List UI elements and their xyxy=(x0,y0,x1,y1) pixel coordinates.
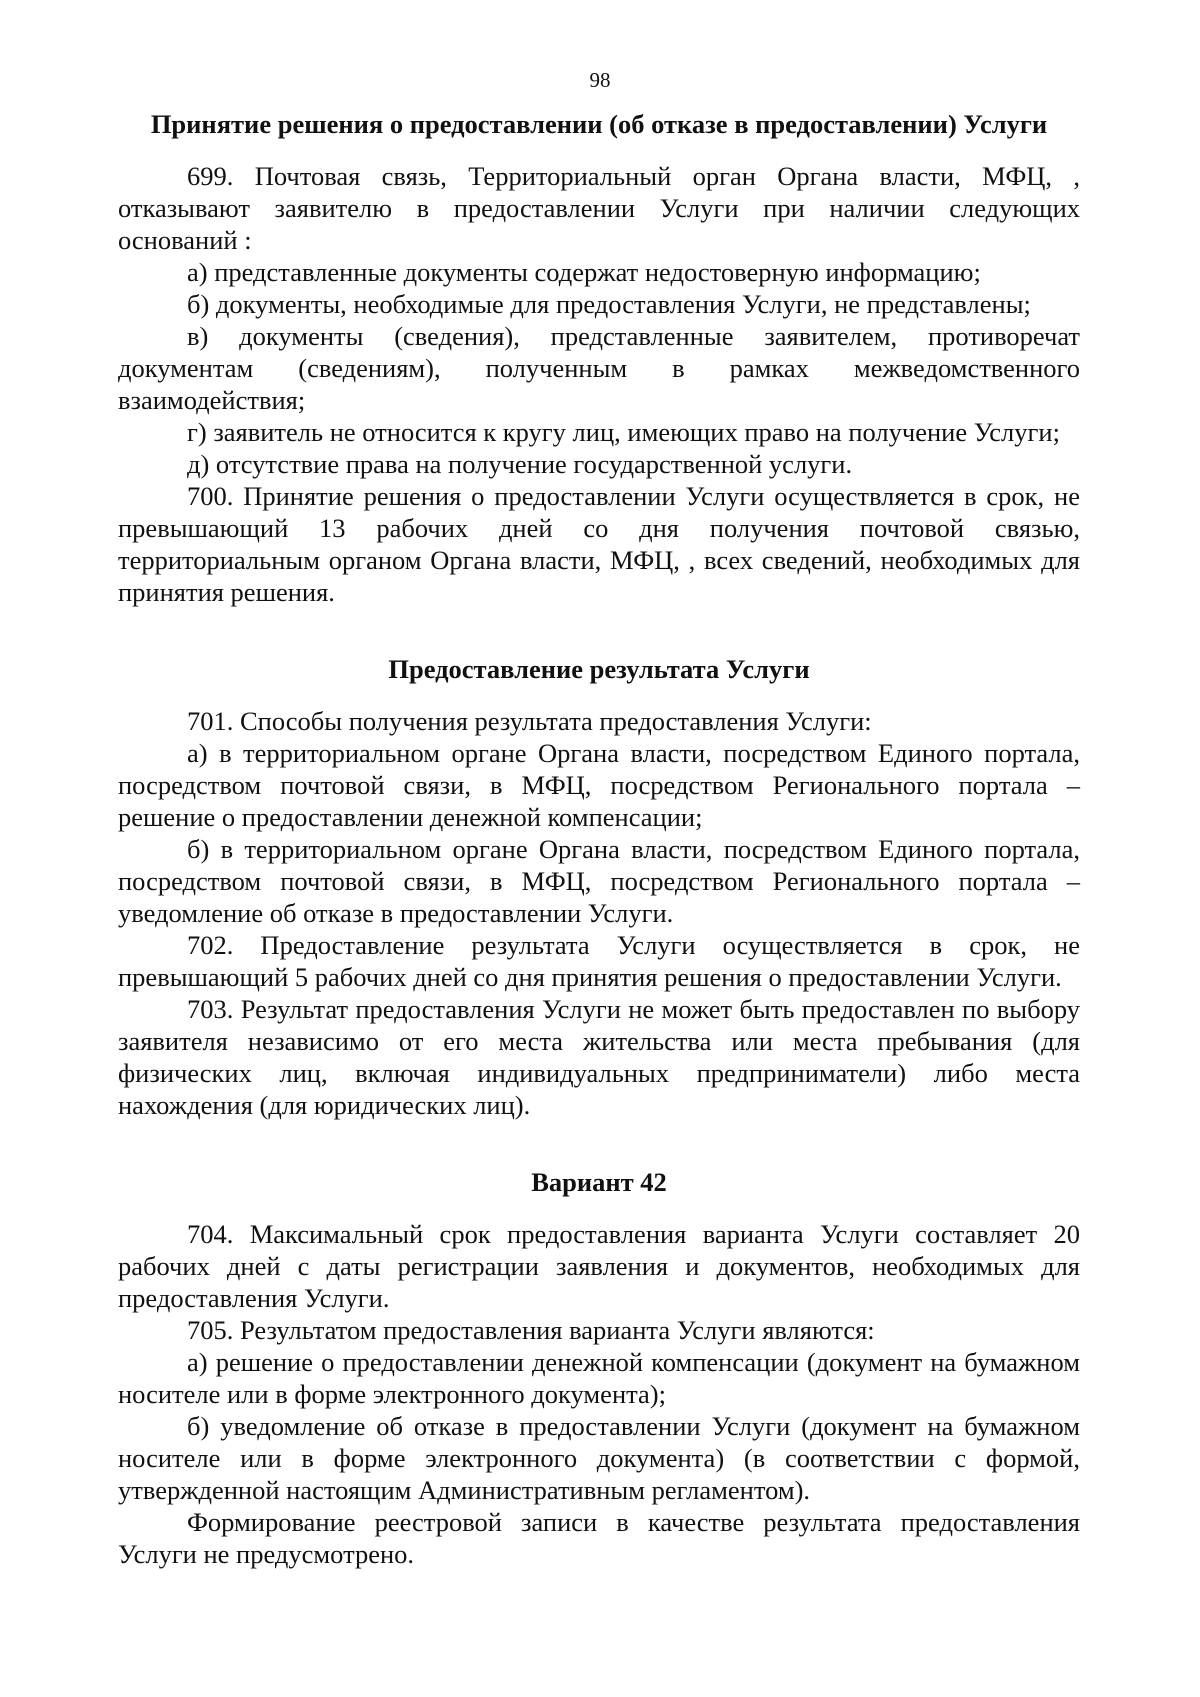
list-item-699-e: д) отсутствие права на получение государственной услуги. xyxy=(187,449,853,479)
paragraph-700: 700. Принятие решения о предоставлении Услуги осуществляется в срок, не превышающий 13 рабочих дней со дня получения почтовой связью, территориальным органом Органа власти, МФЦ, , всех сведений, необходимых для принятия решения. xyxy=(118,481,1080,607)
list-item-699-d: г) заявитель не относится к кругу лиц, имеющих право на получение Услуги; xyxy=(187,417,1060,447)
list-item-699-c: в) документы (сведения), представленные заявителем, противоречат документам (сведениям), полученным в рамках межведомственного взаимодействия; xyxy=(118,321,1080,415)
paragraph-704: 704. Максимальный срок предоставления варианта Услуги составляет 20 рабочих дней с даты регистрации заявления и документов, необходимых для предоставления Услуги. xyxy=(118,1219,1080,1313)
section-heading-variant: Вариант 42 xyxy=(531,1167,667,1197)
paragraph-703: 703. Результат предоставления Услуги не может быть предоставлен по выбору заявителя независимо от его места жительства или места пребывания (для физических лиц, включая индивидуальных предприниматели) либо места нахождения (для юридических лиц). xyxy=(118,994,1080,1120)
paragraph-705: 705. Результатом предоставления варианта Услуги являются: xyxy=(187,1315,875,1345)
list-item-699-a: а) представленные документы содержат недостоверную информацию; xyxy=(187,257,981,287)
section-heading-decision: Принятие решения о предоставлении (об отказе в предоставлении) Услуги xyxy=(150,109,1048,139)
list-item-701-b: б) в территориальном органе Органа власти, посредством Единого портала, посредством почтовой связи, в МФЦ, посредством Регионального портала – уведомление об отказе в предоставлении Услуги. xyxy=(118,834,1080,928)
list-item-705-a: а) решение о предоставлении денежной компенсации (документ на бумажном носителе или в форме электронного документа); xyxy=(118,1347,1080,1409)
document-body xyxy=(118,108,1080,1570)
list-item-699-b: б) документы, необходимые для предоставления Услуги, не представлены; xyxy=(187,289,1031,319)
paragraph-final: Формирование реестровой записи в качестве результата предоставления Услуги не предусмотрено. xyxy=(118,1507,1080,1569)
list-item-701-a: а) в территориальном органе Органа власти, посредством Единого портала, посредством почтовой связи, в МФЦ, посредством Регионального портала – решение о предоставлении денежной компенсации; xyxy=(118,738,1080,832)
section-heading-result: Предоставление результата Услуги xyxy=(388,654,810,684)
paragraph-699: 699. Почтовая связь, Территориальный орган Органа власти, МФЦ, , отказывают заявителю в предоставлении Услуги при наличии следующих оснований : xyxy=(118,161,1080,255)
paragraph-701: 701. Способы получения результата предоставления Услуги: xyxy=(187,706,872,736)
paragraph-702: 702. Предоставление результата Услуги осуществляется в срок, не превышающий 5 рабочих дней со дня принятия решения о предоставлении Услуги. xyxy=(118,930,1080,992)
page-number: 98 xyxy=(589,68,611,92)
list-item-705-b: б) уведомление об отказе в предоставлении Услуги (документ на бумажном носителе или в форме электронного документа) (в соответствии с формой, утвержденной настоящим Административным регламентом). xyxy=(118,1411,1080,1505)
